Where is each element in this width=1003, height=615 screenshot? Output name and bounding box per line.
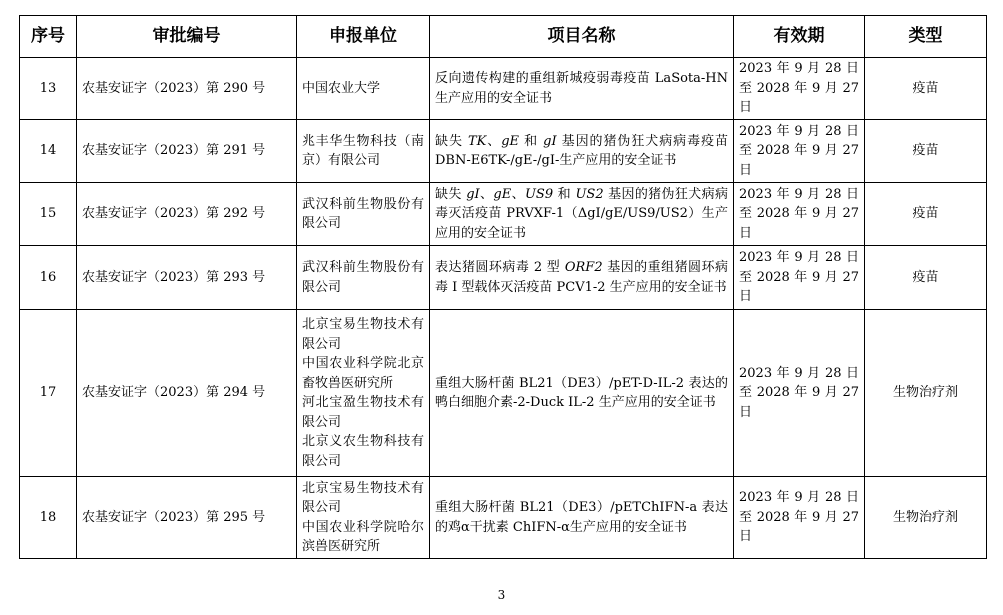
cell-unit — [297, 183, 430, 246]
unit-name: 武汉科前生物股份有限公司 — [302, 196, 424, 231]
project-name-segment: 和 — [519, 133, 544, 149]
cell-code: 农基安证字（2023）第 293 号 — [77, 246, 297, 310]
project-name-segment: gE — [501, 133, 520, 149]
cell-unit — [297, 246, 430, 310]
cell-validity: 2023 年 9 月 28 日至 2028 年 9 月 27 日 — [734, 477, 865, 559]
cell-type: 疫苗 — [865, 120, 987, 183]
cell-no: 17 — [20, 310, 77, 477]
unit-name: 中国农业科学院北京畜牧兽医研究所 — [302, 356, 424, 391]
project-name-segment: 表达猪圆环病毒 2 型 — [435, 260, 565, 275]
unit-name: 北京义农生物科技有限公司 — [302, 434, 424, 469]
cell-project-name — [430, 120, 734, 183]
page-number: 3 — [497, 588, 506, 602]
unit-name: 北京宝易生物技术有限公司 — [302, 317, 424, 352]
unit-name: 武汉科前生物股份有限公司 — [302, 260, 424, 295]
header-type: 类型 — [865, 16, 987, 58]
header-no: 序号 — [20, 16, 77, 58]
unit-name: 兆丰华生物科技（南京）有限公司 — [302, 133, 424, 168]
cell-type: 生物治疗剂 — [865, 310, 987, 477]
project-name-segment: ORF2 — [564, 260, 603, 275]
cell-type: 疫苗 — [865, 246, 987, 310]
unit-name: 北京宝易生物技术有限公司 — [302, 480, 424, 515]
cell-project-name — [430, 58, 734, 120]
cell-type: 疫苗 — [865, 58, 987, 120]
cell-project-name — [430, 183, 734, 246]
cell-project-name — [430, 477, 734, 559]
project-name-segment: US2 — [575, 186, 604, 202]
cell-unit — [297, 120, 430, 183]
project-name-segment: 缺失 — [435, 186, 467, 202]
cell-no: 18 — [20, 477, 77, 559]
cell-unit — [297, 310, 430, 477]
cell-code: 农基安证字（2023）第 295 号 — [77, 477, 297, 559]
table-row — [20, 120, 987, 183]
cell-code: 农基安证字（2023）第 291 号 — [77, 120, 297, 183]
table-row — [20, 183, 987, 246]
header-code: 审批编号 — [77, 16, 297, 58]
cell-no: 16 — [20, 246, 77, 310]
project-name-segment: gI — [466, 186, 480, 202]
cell-code: 农基安证字（2023）第 290 号 — [77, 58, 297, 120]
unit-name: 中国农业科学院哈尔滨兽医研究所 — [302, 519, 424, 554]
project-name-segment: 重组大肠杆菌 BL21（DE3）/pETChIFN-a 表达的鸡α干扰素 ChIFN-α生产应用的安全证书 — [435, 500, 728, 535]
cell-code: 农基安证字（2023）第 292 号 — [77, 183, 297, 246]
table-row — [20, 246, 987, 310]
cell-no: 15 — [20, 183, 77, 246]
project-name-segment: 基因的猪伪狂犬病病毒疫苗 DBN-E6TK-/gE-/gI-生产应用的安全证书 — [435, 133, 729, 168]
project-name-segment: 、 — [511, 186, 525, 202]
cell-unit — [297, 477, 430, 559]
table-row — [20, 477, 987, 559]
unit-name: 河北宝盈生物技术有限公司 — [302, 395, 424, 430]
project-name-segment: 和 — [553, 186, 576, 202]
cell-validity: 2023 年 9 月 28 日至 2028 年 9 月 27 日 — [734, 310, 865, 477]
project-name-segment: US9 — [524, 186, 554, 202]
project-name-segment: TK — [467, 133, 487, 149]
table-row — [20, 58, 987, 120]
cell-validity: 2023 年 9 月 28 日至 2028 年 9 月 27 日 — [734, 58, 865, 120]
project-name-segment: 缺失 — [435, 133, 468, 149]
approval-table — [19, 15, 987, 559]
project-name-segment: gE — [493, 186, 512, 202]
project-name-segment: 、 — [486, 133, 502, 149]
cell-project-name — [430, 246, 734, 310]
header-row — [20, 16, 987, 58]
cell-code: 农基安证字（2023）第 294 号 — [77, 310, 297, 477]
cell-no: 14 — [20, 120, 77, 183]
header-valid: 有效期 — [734, 16, 865, 58]
project-name-segment: 重组大肠杆菌 BL21（DE3）/pET-D-IL-2 表达的鸭白细胞介素-2-Duck IL-2 生产应用的安全证书 — [435, 375, 728, 410]
cell-validity: 2023 年 9 月 28 日至 2028 年 9 月 27 日 — [734, 120, 865, 183]
project-name-segment: 基因的猪伪狂犬病病毒灭活疫苗 PRVXF-1（ΔgI/gE/US9/US2）生产应用的安全证书 — [435, 186, 728, 241]
project-name-segment: 基因的重组猪圆环病毒 I 型载体灭活疫苗 PCV1-2 生产应用的安全证书 — [435, 260, 728, 295]
cell-type: 生物治疗剂 — [865, 477, 987, 559]
unit-name: 中国农业大学 — [302, 80, 381, 96]
cell-validity: 2023 年 9 月 28 日至 2028 年 9 月 27 日 — [734, 183, 865, 246]
project-name-segment: 、 — [479, 186, 494, 202]
cell-project-name — [430, 310, 734, 477]
cell-unit — [297, 58, 430, 120]
cell-no: 13 — [20, 58, 77, 120]
cell-validity: 2023 年 9 月 28 日至 2028 年 9 月 27 日 — [734, 246, 865, 310]
cell-type: 疫苗 — [865, 183, 987, 246]
project-name-segment: gI — [543, 133, 557, 149]
project-name-segment: 反向遗传构建的重组新城疫弱毒疫苗 LaSota-HN 生产应用的安全证书 — [435, 71, 728, 106]
header-unit: 申报单位 — [297, 16, 430, 58]
header-name: 项目名称 — [430, 16, 734, 58]
table-row — [20, 310, 987, 477]
